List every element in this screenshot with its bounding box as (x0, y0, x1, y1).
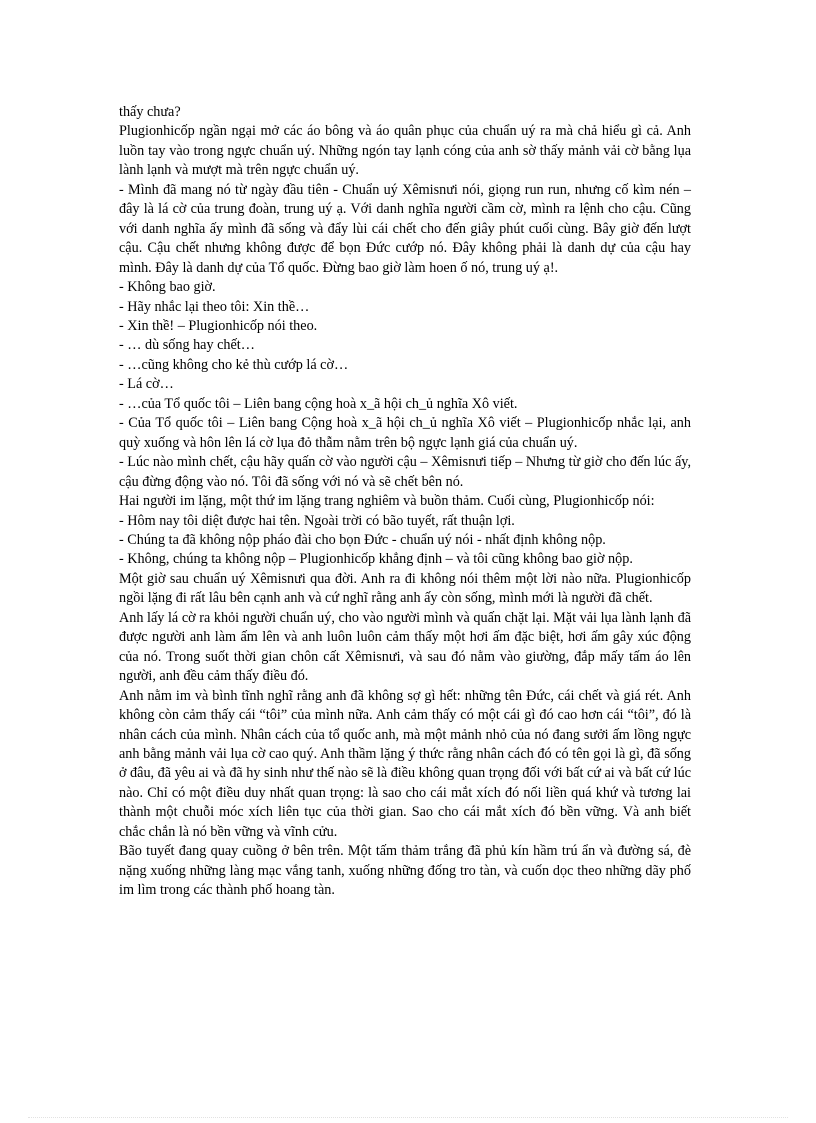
paragraph: Hai người im lặng, một thứ im lặng trang nghiêm và buồn thảm. Cuối cùng, Plugionhicốp nói: (119, 493, 655, 510)
paragraph: - Lá cờ… (119, 376, 174, 393)
paragraph: - Của Tổ quốc tôi – Liên bang Cộng hoà x_ã hội ch_ủ nghĩa Xô viết – Plugionhicốp nhắc lại, anh quỳ xuống và hôn lên lá cờ lụa đỏ thẫm nằm trên bộ ngực lạnh giá của chuẩn uý. (119, 415, 691, 451)
paragraph: - … dù sống hay chết… (119, 337, 255, 354)
paragraph: Một giờ sau chuẩn uý Xêmisnưi qua đời. Anh ra đi không nói thêm một lời nào nữa. Plugionhicốp ngồi lặng đi rất lâu bên cạnh anh và cứ nghĩ rằng anh ấy còn sống, mình mới là người đã chết. (119, 570, 691, 607)
paragraph: - …cũng không cho kẻ thù cướp lá cờ… (119, 356, 349, 373)
paragraph: - Lúc nào mình chết, cậu hãy quấn cờ vào người cậu – Xêmisnưi tiếp – Nhưng từ giờ cho đến lúc ấy, cậu đừng động vào nó. Tôi đã sống với nó và sẽ chết bên nó. (119, 454, 691, 490)
paragraph: - Xin thề! – Plugionhicốp nói theo. (119, 317, 318, 334)
paragraph: Anh nằm im và bình tĩnh nghĩ rằng anh đã không sợ gì hết: những tên Đức, cái chết và giá rét. Anh không còn cảm thấy cái “tôi” của mình nữa. Anh cảm thấy có một cái gì đó cao hơn cái “tôi”, đó là nhân cách của mình. Nhân cách của tổ quốc anh, mà một mảnh nhỏ của nó đang sưởi ấm lồng ngực anh bằng mảnh vải lụa cờ cao quý. Anh thầm lặng ý thức rằng nhân cách đó có tên gọi là gì, đã sống ở đâu, đã yêu ai và đã hy sinh như thế nào sẽ là điều không quan trọng đối với bất cứ ai và bất cứ lúc nào. Chỉ có một điều duy nhất quan trọng: là sao cho cái mắt xích đó nối liền quá khứ và tương lai thành một chuỗi móc xích liên tục của thời gian. Sao cho cái mắt xích đó bền vững. Và anh biết chắc chắn là nó bền vững và vĩnh cửu. (119, 687, 691, 840)
paragraph: - Chúng ta đã không nộp pháo đài cho bọn Đức - chuẩn uý nói - nhất định không nộp. (119, 531, 606, 548)
paragraph: - Hãy nhắc lại theo tôi: Xin thề… (119, 298, 310, 315)
paragraph: - Không, chúng ta không nộp – Plugionhicốp khẳng định – và tôi cũng không bao giờ nộp. (119, 551, 633, 568)
paragraph: - Mình đã mang nó từ ngày đầu tiên - Chuẩn uý Xêmisnưi nói, giọng run run, nhưng cố kìm nén – đây là lá cờ của trung đoàn, trung uý ạ. Với danh nghĩa người cầm cờ, mình ra lệnh cho cậu. Cũng với danh nghĩa ấy mình đã sống và đẩy lùi cái chết cho đến giây phút cuối cùng. Bây giờ đến lượt cậu. Cậu chết nhưng không được để bọn Đức cướp nó. Đây không phải là danh dự của cậu hay mình. Đây là danh dự của Tổ quốc. Đừng bao giờ làm hoen ố nó, trung uý ạ!. (119, 181, 691, 276)
paragraph: Anh lấy lá cờ ra khỏi người chuẩn uý, cho vào người mình và quấn chặt lại. Mặt vải lụa lành lạnh đã được người anh làm ấm lên và anh luôn luôn cảm thấy một hơi ấm đặc biệt, hơi ấm gây xúc động của nó. Trong suốt thời gian chôn cất Xêmisnưi, và sau đó nằm vào giường, đắp mấy tấm áo lên người, anh đều cảm thấy điều đó. (119, 609, 691, 685)
paragraph: Plugionhicốp ngần ngại mở các áo bông và áo quân phục của chuẩn uý ra mà chả hiểu gì cả. Anh luồn tay vào trong ngực chuẩn uý. Những ngón tay lạnh cóng của anh sờ thấy mảnh vải cờ bằng lụa lành lạnh và mượt mà trên ngực chuẩn uý. (119, 123, 691, 179)
paragraph: - Không bao giờ. (119, 279, 216, 296)
story-text (119, 103, 691, 901)
paragraph: - Hôm nay tôi diệt được hai tên. Ngoài trời có bão tuyết, rất thuận lợi. (119, 512, 515, 529)
paragraph: Bão tuyết đang quay cuồng ở bên trên. Một tấm thảm trắng đã phủ kín hầm trú ẩn và đường sá, đè nặng xuống những làng mạc vắng tanh, xuống những đống tro tàn, và cuốn dọc theo những dãy phố im lìm trong các thành phố hoang tàn. (119, 843, 691, 899)
paragraph: - …của Tổ quốc tôi – Liên bang cộng hoà x_ã hội ch_ủ nghĩa Xô viết. (119, 395, 518, 412)
page-bottom-divider (28, 1117, 788, 1118)
paragraph: thấy chưa? (119, 104, 181, 120)
